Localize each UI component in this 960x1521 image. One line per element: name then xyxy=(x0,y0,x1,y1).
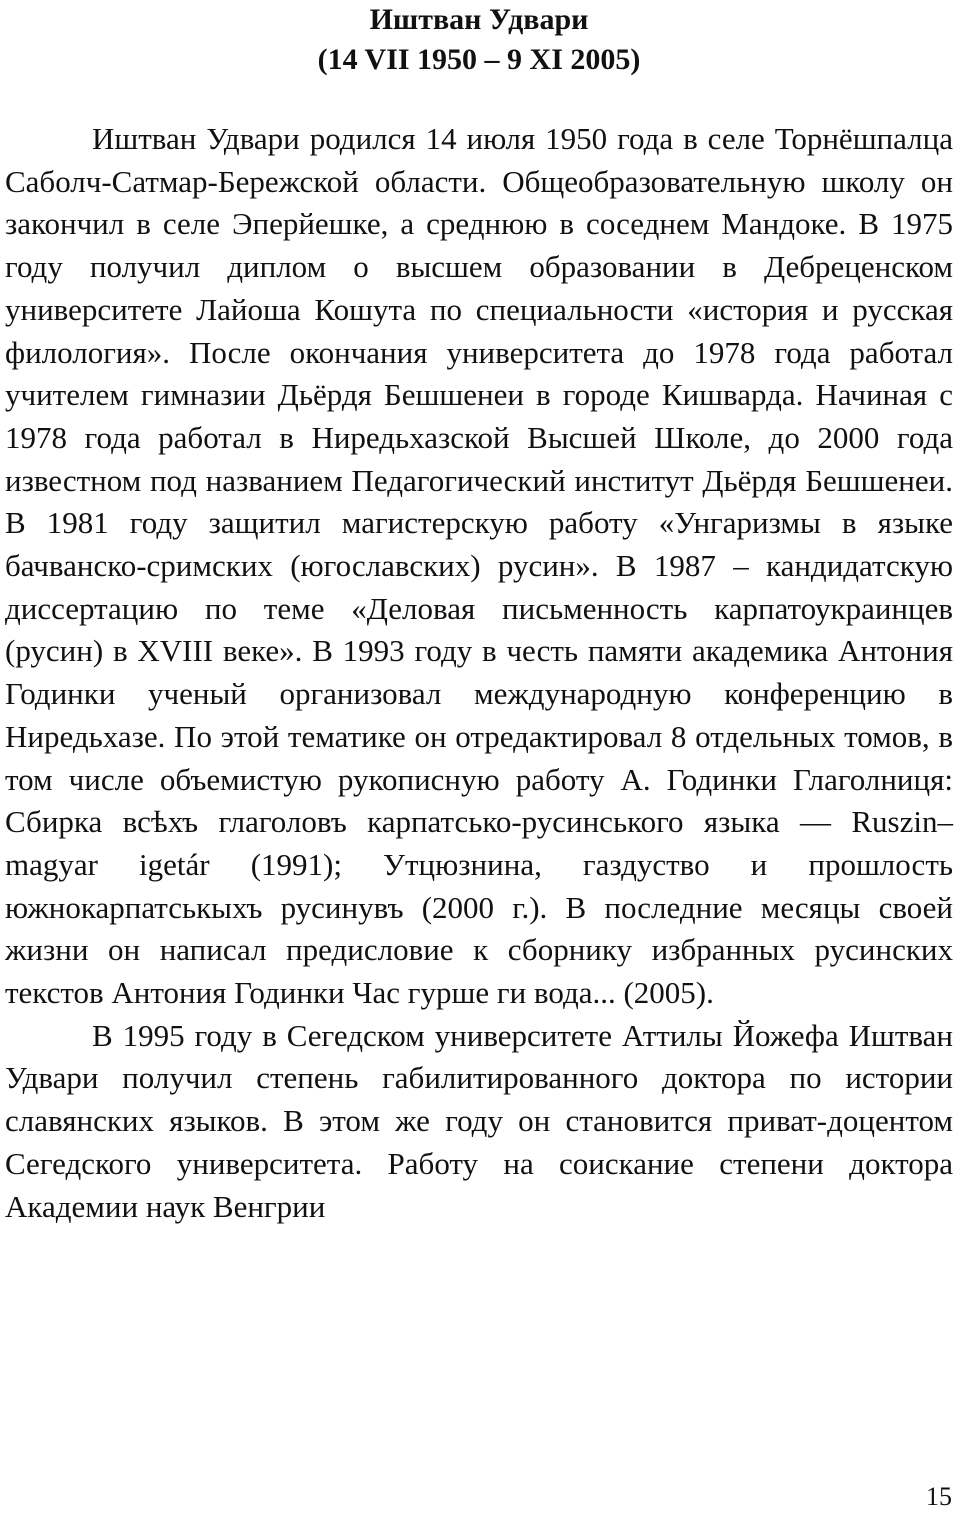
paragraph-biography-2: В 1995 году в Сегедском университете Аттилы Йожефа Иштван Удвари получил степень габилитированного доктора по истории славянских языков. В этом же году он становится приват-доцентом Сегедского университета. Работу на соискание степени доктора Академии наук Венгрии xyxy=(5,1017,953,1224)
biography-title: Иштван Удвари xyxy=(369,3,589,36)
page-number: 15 xyxy=(926,1482,952,1511)
life-dates: (14 VII 1950 – 9 XI 2005) xyxy=(317,43,641,76)
document-page xyxy=(5,0,953,1228)
paragraph-biography-1: Иштван Удвари родился 14 июля 1950 года в селе Торнёшпалца Саболч-Сатмар-Бережской области. Общеобразовательную школу он закончил в селе Эперйешке, а среднюю в соседнем Мандоке. В 1975 году получил диплом о высшем образовании в Дебреценском университете Лайоша Кошута по специальности «история и русская филология». После окончания университета до 1978 года работал учителем гимназии Дьёрдя Бешшенеи в городе Кишварда. Начиная с 1978 года работал в Ниредьхазской Высшей Школе, до 2000 года известном под названием Педагогический институт Дьёрдя Бешшенеи. В 1981 году защитил магистерскую работу «Унгаризмы в языке бачванско-сримских (югославских) русин». В 1987 – кандидатскую диссертацию по теме «Деловая письменность карпатоукраинцев (русин) в XVIII веке». В 1993 году в честь памяти академика Антония Годинки ученый организовал международную конференцию в Ниредьхазе. По этой тематике он отредактировал 8 отдельных томов, в том числе объемистую рукописную работу А. Годинки Глаголниця: Сбирка всѣхъ глаголовъ карпатсько-русинського языка — Ruszin–magyar igetár (1991); Утцюзнина, газдуство и прошлость южнокарпатськыхъ русинувъ (2000 г.). В последние месяцы своей жизни он написал предисловие к сборнику избранных русинских текстов Антония Годинки Час гурше ги вода... (2005). xyxy=(5,121,953,1011)
